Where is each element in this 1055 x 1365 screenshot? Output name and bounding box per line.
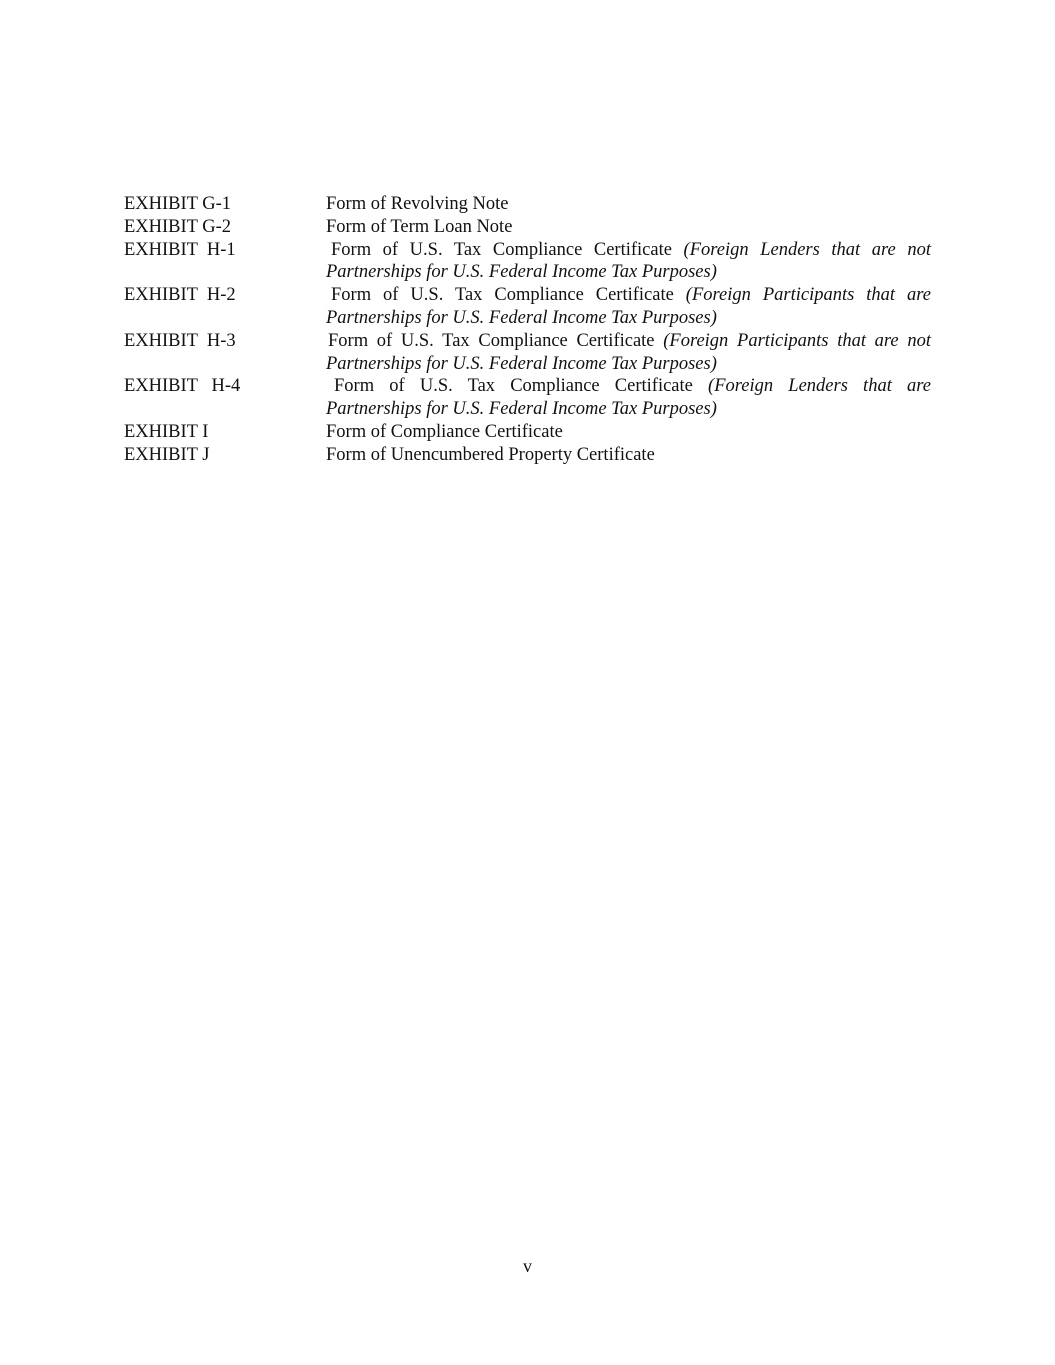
page-number: v bbox=[523, 1256, 532, 1276]
exhibit-label: EXHIBIT H-4 bbox=[124, 376, 241, 397]
exhibit-label: EXHIBIT J bbox=[124, 444, 210, 465]
exhibit-qualifier: (Foreign Participants that are Partnerships for U.S. Federal Income Tax Purposes) bbox=[326, 285, 931, 328]
exhibit-description bbox=[326, 375, 931, 421]
exhibit-qualifier: (Foreign Lenders that are Partnerships for U.S. Federal Income Tax Purposes) bbox=[326, 376, 931, 420]
exhibit-row-h3 bbox=[124, 330, 931, 376]
exhibit-row-g1 bbox=[124, 193, 931, 216]
exhibit-label: EXHIBIT H-1 bbox=[124, 239, 236, 260]
exhibit-label: EXHIBIT H-3 bbox=[124, 330, 236, 351]
exhibit-title: Form of Unencumbered Property Certificate bbox=[326, 444, 655, 465]
exhibit-description bbox=[326, 330, 931, 376]
exhibit-row-j bbox=[124, 444, 931, 467]
exhibit-label: EXHIBIT G-1 bbox=[124, 194, 232, 214]
exhibit-title: Form of U.S. Tax Compliance Certificate bbox=[331, 239, 684, 260]
exhibit-row-i bbox=[124, 421, 931, 444]
exhibit-row-h4 bbox=[124, 375, 931, 421]
exhibit-qualifier: (Foreign Lenders that are not Partnerships for U.S. Federal Income Tax Purposes) bbox=[326, 239, 931, 283]
exhibit-row-h2 bbox=[124, 284, 931, 330]
exhibit-row-h1 bbox=[124, 239, 931, 285]
exhibit-title: Form of U.S. Tax Compliance Certificate bbox=[331, 285, 686, 306]
exhibit-qualifier: (Foreign Participants that are not Partnerships for U.S. Federal Income Tax Purposes) bbox=[326, 330, 931, 374]
exhibit-description bbox=[326, 421, 931, 444]
exhibit-description bbox=[326, 193, 931, 216]
exhibit-title: Form of Term Loan Note bbox=[326, 216, 513, 237]
exhibit-label: EXHIBIT I bbox=[124, 421, 209, 442]
exhibit-list bbox=[124, 193, 931, 467]
exhibit-title: Form of U.S. Tax Compliance Certificate bbox=[328, 330, 664, 351]
exhibit-description bbox=[326, 239, 931, 285]
exhibit-label: EXHIBIT H-2 bbox=[124, 285, 236, 306]
exhibit-description bbox=[326, 216, 931, 239]
exhibit-label: EXHIBIT G-2 bbox=[124, 216, 232, 237]
exhibit-description bbox=[326, 284, 931, 330]
exhibit-row-g2 bbox=[124, 216, 931, 239]
exhibit-title: Form of U.S. Tax Compliance Certificate bbox=[334, 376, 709, 397]
exhibit-title: Form of Revolving Note bbox=[326, 194, 509, 214]
exhibit-title: Form of Compliance Certificate bbox=[326, 421, 563, 442]
exhibit-description bbox=[326, 444, 931, 467]
